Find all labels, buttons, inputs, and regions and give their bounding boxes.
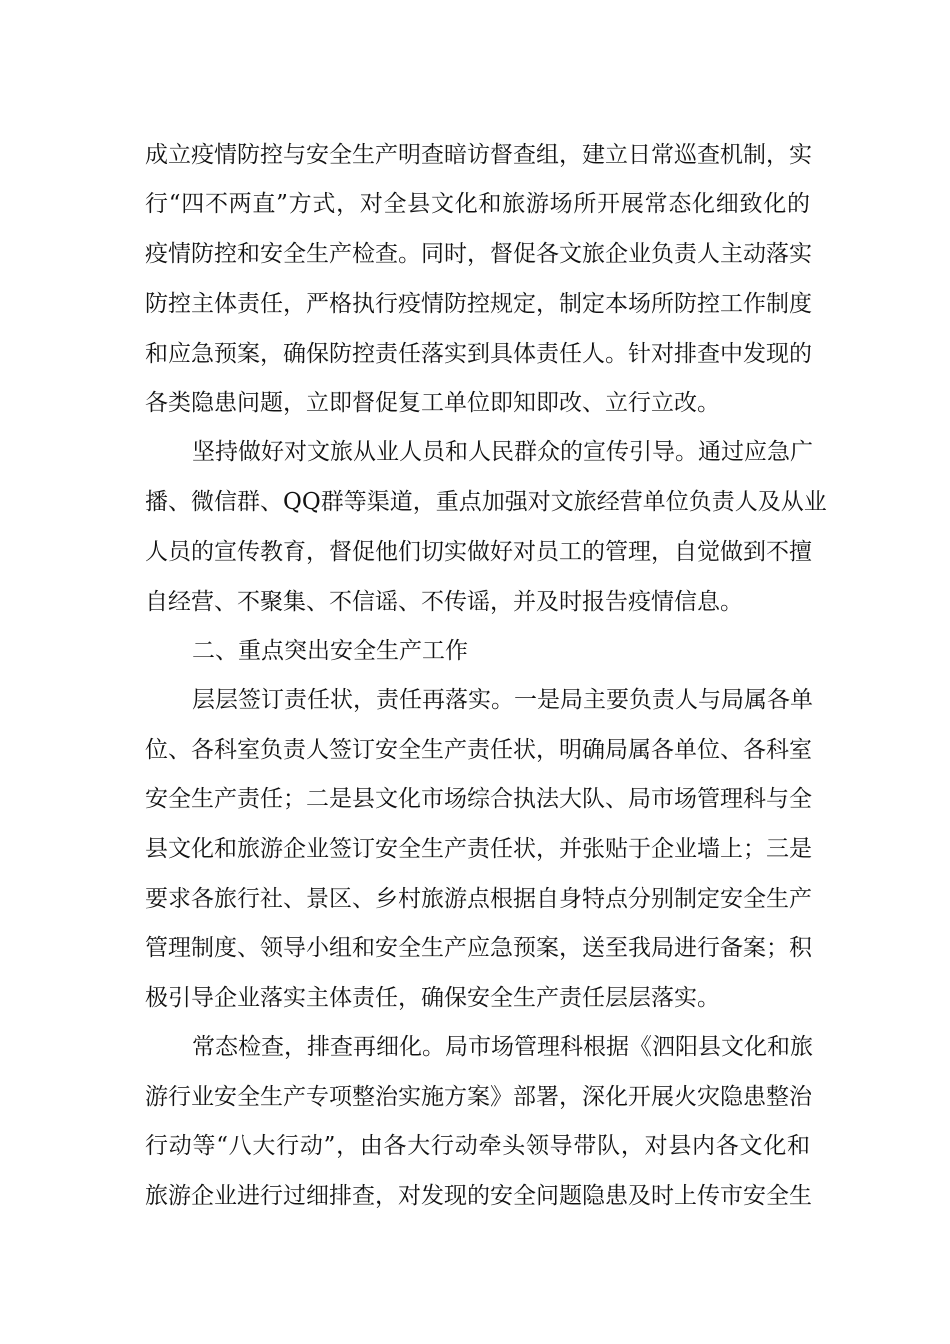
paragraph-2-line-2: 播、微信群、QQ群等渠道，重点加强对文旅经营单位负责人及从业 (145, 489, 827, 515)
paragraph-1-line-3: 疫情防控和安全生产检查。同时，督促各文旅企业负责人主动落实 (145, 241, 812, 267)
paragraph-1-line-1: 成立疫情防控与安全生产明查暗访督查组，建立日常巡查机制，实 (145, 142, 812, 168)
section-heading: 二、重点突出安全生产工作 (192, 638, 468, 664)
paragraph-3-line-5: 要求各旅行社、景区、乡村旅游点根据自身特点分别制定安全生产 (145, 886, 812, 912)
paragraph-3-line-3: 安全生产责任；二是县文化市场综合执法大队、局市场管理科与全 (145, 786, 812, 812)
paragraph-2-line-4: 自经营、不聚集、不信谣、不传谣，并及时报告疫情信息。 (145, 589, 743, 615)
paragraph-3-line-2: 位、各科室负责人签订安全生产责任状，明确局属各单位、各科室 (145, 737, 812, 763)
paragraph-4-line-1: 常态检查，排查再细化。局市场管理科根据《泗阳县文化和旅 (192, 1034, 813, 1060)
paragraph-3-line-1: 层层签订责任状，责任再落实。一是局主要负责人与局属各单 (192, 687, 813, 713)
paragraph-1-line-2: 行“四不两直”方式，对全县文化和旅游场所开展常态化细致化的 (145, 191, 810, 217)
paragraph-3-line-4: 县文化和旅游企业签订安全生产责任状，并张贴于企业墙上；三是 (145, 836, 812, 862)
paragraph-1-line-5: 和应急预案，确保防控责任落实到具体责任人。针对排查中发现的 (145, 341, 812, 367)
paragraph-4-line-3: 行动等“八大行动”，由各大行动牵头领导带队，对县内各文化和 (145, 1133, 810, 1159)
paragraph-1-line-4: 防控主体责任，严格执行疫情防控规定，制定本场所防控工作制度 (145, 291, 812, 317)
paragraph-3-line-6: 管理制度、领导小组和安全生产应急预案，送至我局进行备案；积 (145, 935, 812, 961)
paragraph-2-line-1: 坚持做好对文旅从业人员和人民群众的宣传引导。通过应急广 (192, 439, 813, 465)
paragraph-3-line-7: 极引导企业落实主体责任，确保安全生产责任层层落实。 (145, 985, 720, 1011)
paragraph-2-line-3: 人员的宣传教育，督促他们切实做好对员工的管理，自觉做到不擅 (145, 539, 812, 565)
paragraph-4-line-4: 旅游企业进行过细排查，对发现的安全问题隐患及时上传市安全生 (145, 1183, 812, 1209)
paragraph-4-line-2: 游行业安全生产专项整治实施方案》部署，深化开展火灾隐患整治 (145, 1084, 812, 1110)
paragraph-1-line-6: 各类隐患问题，立即督促复工单位即知即改、立行立改。 (145, 390, 720, 416)
